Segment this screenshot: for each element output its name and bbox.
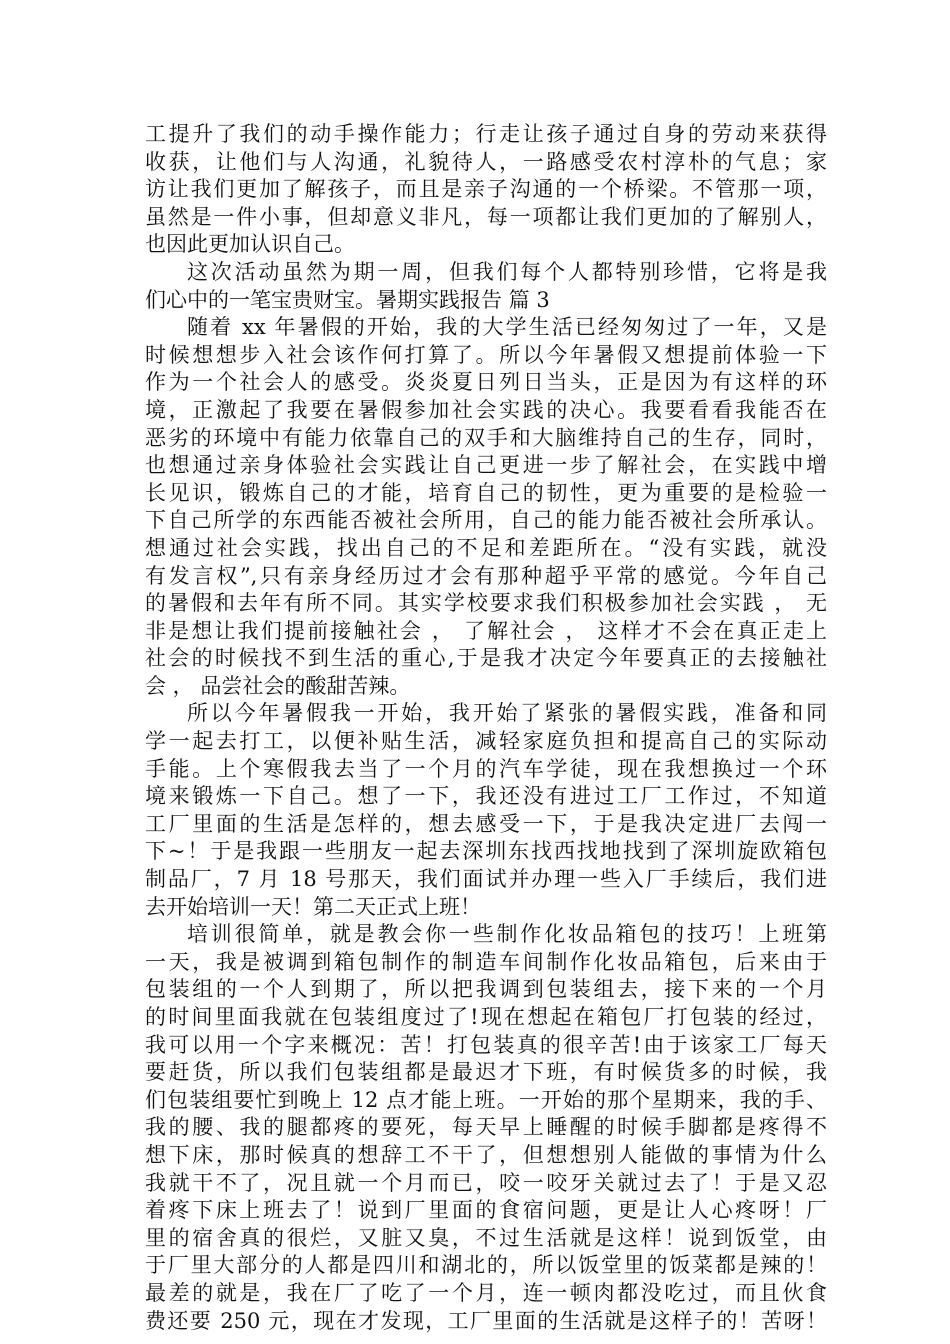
text-line: 们心中的一笔宝贵财宝。暑期实践报告 篇 3: [145, 287, 550, 312]
text-line: 一天，我是被调到箱包制作的制造车间制作化妆品箱包，后来由于: [145, 949, 827, 974]
text-line: 下自己所学的东西能否被社会所用，自己的能力能否被社会所承认。: [145, 508, 827, 533]
text-line: 们包装组要忙到晚上 12 点才能上班。一开始的那个星期来，我的手、: [145, 1087, 827, 1112]
text-line: 的暑假和去年有所不同。其实学校要求我们积极参加社会实践 ， 无: [145, 591, 827, 616]
text-line: 所以今年暑假我一开始，我开始了紧张的暑假实践，准备和同: [187, 701, 827, 726]
text-line: 要赶货，所以我们包装组都是最迟才下班，有时候货多的时候，我: [145, 1060, 827, 1085]
text-line: 的时间里面我就在包装组度过了!现在想起在箱包厂打包装的经过，: [145, 1005, 827, 1029]
text-line: 工厂里面的生活是怎样的，想去感受一下，于是我决定进厂去闯一: [145, 811, 827, 836]
text-line: 于厂里大部分的人都是四川和湖北的，所以饭堂里的饭菜都是辣的！: [145, 1253, 827, 1278]
text-line: 包装组的一个人到期了，所以把我调到包装组去，接下来的一个月: [145, 977, 827, 1002]
text-line: 也想通过亲身体验社会实践让自己更进一步了解社会，在实践中增: [145, 453, 827, 478]
text-line: 恶劣的环境中有能力依靠自己的双手和大脑维持自己的生存，同时，: [145, 425, 827, 450]
text-line: 里的宿舍真的很烂，又脏又臭，不过生活就是这样！说到饭堂，由: [145, 1225, 827, 1250]
text-line: 制品厂，7 月 18 号那天，我们面试并办理一些入厂手续后，我们进: [145, 867, 827, 892]
text-line: 最差的就是，我在厂了吃了一个月，连一顿肉都没吃过，而且伙食: [145, 1280, 827, 1305]
text-line: 作为一个社会人的感受。炎炎夏日列日当头，正是因为有这样的环: [145, 370, 827, 395]
text-line: 工提升了我们的动手操作能力；行走让孩子通过自身的劳动来获得: [145, 122, 827, 146]
text-line: 培训很简单，就是教会你一些制作化妆品箱包的技巧！上班第: [187, 922, 827, 947]
text-line: 我的腰、我的腿都疼的要死，每天早上睡醒的时候手脚都是疼得不: [145, 1115, 827, 1140]
text-line: 去开始培训一天！第二天正式上班！: [145, 894, 481, 919]
text-line: 非是想让我们提前接触社会 ， 了解社会 ， 这样才不会在真正走上: [145, 618, 827, 643]
text-line: 境来锻炼一下自己。想了一下，我还没有进过工厂工作过，不知道: [145, 784, 827, 809]
text-line: 随着 xx 年暑假的开始，我的大学生活已经匆匆过了一年，又是: [187, 315, 827, 340]
text-line: 境，正激起了我要在暑假参加社会实践的决心。我要看看我能否在: [145, 397, 827, 422]
text-line: 长见识，锻炼自己的才能，培育自己的韧性，更为重要的是检验一: [145, 480, 827, 505]
text-line: 社会的时候找不到生活的重心,于是我才决定今年要真正的去接触社: [145, 646, 827, 671]
text-line: 我就干不了，况且就一个月而已，咬一咬牙关就过去了！于是又忍: [145, 1170, 827, 1195]
text-line: 虽然是一件小事，但却意义非凡，每一项都让我们更加的了解别人，: [145, 204, 827, 229]
text-line: 访让我们更加了解孩子，而且是亲子沟通的一个桥梁。不管那一项，: [145, 177, 827, 202]
text-line: 想通过社会实践，找出自己的不足和差距所在。“没有实践，就没: [145, 535, 827, 560]
text-line: 也因此更加认识自己。: [145, 232, 355, 257]
text-line: 费还要 250 元，现在才发现，工厂里面的生活就是这样子的！苦呀！: [145, 1308, 827, 1333]
document-page: [145, 121, 827, 1335]
text-line: 有发言权”,只有亲身经历过才会有那种超乎平常的感觉。今年自己: [145, 563, 827, 588]
text-line: 会 ， 品尝社会的酸甜苦辣。: [145, 673, 411, 698]
text-line: 收获，让他们与人沟通，礼貌待人，一路感受农村淳朴的气息；家: [145, 149, 827, 174]
text-line: 下~！于是我跟一些朋友一起去深圳东找西找地找到了深圳旋欧箱包: [145, 839, 827, 864]
text-line: 着疼下床上班去了！说到厂里面的食宿问题，更是让人心疼呀！厂: [145, 1198, 827, 1223]
text-line: 这次活动虽然为期一周，但我们每个人都特别珍惜，它将是我: [187, 259, 827, 284]
text-line: 手能。上个寒假我去当了一个月的汽车学徒，现在我想换过一个环: [145, 756, 827, 781]
text-line: 想下床，那时候真的想辞工不干了，但想想别人能做的事情为什么: [145, 1142, 827, 1167]
text-line: 我可以用一个字来概况：苦！打包装真的很辛苦!由于该家工厂每天: [145, 1032, 827, 1057]
text-line: 时候想想步入社会该作何打算了。所以今年暑假又想提前体验一下: [145, 342, 827, 367]
text-line: 学一起去打工，以便补贴生活，减轻家庭负担和提高自己的实际动: [145, 729, 827, 754]
